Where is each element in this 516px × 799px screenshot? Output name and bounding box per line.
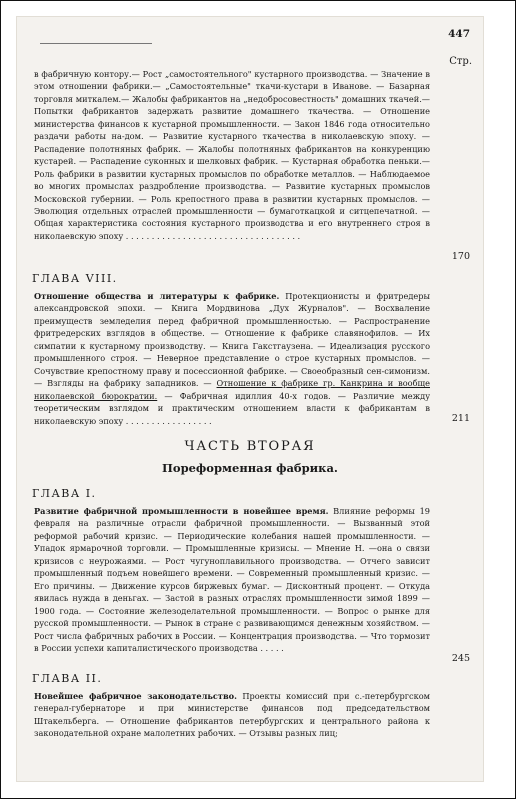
header-rule — [40, 43, 152, 44]
chapter-1-title: Развитие фабричной промышленности в новейшее время. — [34, 506, 329, 516]
chapter-2-heading: ГЛАВА II. — [32, 672, 103, 685]
intro-page-ref: 170 — [451, 251, 470, 262]
chapter-2-title: Новейшее фабричное законодательство. — [34, 691, 237, 701]
chapter-8-heading: ГЛАВА VIII. — [32, 272, 118, 285]
intro-entry: в фабричную контору.— Рост „самостоятельного" кустарного производства. — Значение в этом отношении фабрики.— „Самостоятельные" ткачи-кустари в Иванове. — Базарная торговля миткалем.— Жалобы фабрикантов на „недобросовестность" домашних ткачей.—Попытки фабрикантов задержать развитие домашнего ткачества. — Отношение министерства финансов к кустарной промышленности. — Закон 1846 года относительно раздачи работы на-дом. — Развитие кустарного ткачества в николаевскую эпоху. — Распадение полотняных фабрик. — Жалобы полотняных фабрикантов на конкуренцию кустарей. — Распадение суконных и шелковых фабрик. — Кустарная обработка пеньки.— Роль фабрики в развитии кустарных промыслов по обработке металлов. — Наблюдаемое во многих промыслах раздробление производства. — Развитие кустарных промыслов Московской губернии. — Роль крепостного права в развитии кустарных промыслов. — Эволюция отдельных отраслей промышленности — бумаготкацкой и ситцепечатной. — Общая характеристика состояния кустарного производства и его внутреннего строя в николаевскую эпоху . . . . . . . . . . . . . . . . . . . . . . . . . . . . . . . . . . — [34, 69, 430, 241]
book-page — [16, 16, 484, 782]
page-number: 447 — [448, 28, 470, 40]
chapter-1-entry: Развитие фабричной промышленности в новейшее время. Влияние реформы 19 февраля на различные отрасли фабричной промышленности. — Вызванный этой реформой рабочий кризис. — Периодические колебания нашей промышленности. — Упадок ярмарочной торговли. — Промышленные кризисы. — Мнение Н. —она о связи кризисов с неурожаями. — Рост чугуноплавильного производства. — Отчего зависит промышленный подъем новейшего времени. — Современный промышленный кризис. — Его причины. — Движение курсов биржевых бумаг. — Дисконтный процент. — Откуда явилась нужда в деньгах. — Застой в разных отраслях промышленности зимой 1899 — 1900 года. — Состояние железоделательной промышленности. — Вопрос о рынке для русской промышленности. — Рынок в стране с развивающимся денежным хозяйством. — Рост числа фабричных рабочих в России. — Концентрация производства. — Что тормозит в России успехи капиталистического производства . . . . . — [34, 506, 430, 653]
part-two-subtitle: Пореформенная фабрика. — [162, 461, 338, 475]
chapter-8-underlined-text: Отношение к фабрике гр. Канкрина и вообще николаевской бюрократии. — [34, 378, 430, 401]
part-two-heading: ЧАСТЬ ВТОРАЯ — [184, 439, 316, 454]
column-heading: Стр. — [449, 56, 472, 67]
chapter-8-entry: Отношение общества и литературы к фабрике. Протекционисты и фритредеры александровской эпохи. — Книга Мордвинова „Дух Журналов". — Восхваление преимуществ земледелия перед фабричной промышленностью. — Распространение фритредерских взглядов в обществе. — Отношение к фабрике славянофилов. — Их симпатии к кустарному производству. — Книга Гакстгаузена. — Идеализация русского промышленного строя. — Неверное представление о строе кустарных промыслов. — Сочувствие крепостному праву и посессионной фабрике. — Своеобразный сен-симонизм. — Взгляды на фабрику западников. — Отношение к фабрике гр. Канкрина и вообще николаевской бюрократии. — Фабричная идиллия 40-х годов. — Различие между теоретическим взглядом и практическим отношением власти к фабрикантам в николаевскую эпоху . . . . . . . . . . . . . . . . . — [34, 291, 431, 426]
chapter-2-entry — [34, 690, 430, 740]
chapter-8-title: Отношение общества и литературы к фабрике. — [34, 291, 280, 301]
chapter-8-text-end: — Фабричная идиллия 40-х годов. — Различие между теоретическим взглядом и практическим отношением власти к фабрикантам в николаевскую эпоху — [34, 390, 431, 426]
chapter-1-page-ref: 245 — [451, 653, 470, 664]
intro-text: в фабричную контору.— Рост „самостоятельного" кустарного производства. — Значение в этом отношении фабрики.— „Самостоятельные" ткачи-кустари в Иванове. — Базарная торговля миткалем.— Жалобы фабрикантов на „недобросовестность" домашних ткачей.—Попытки фабрикантов задержать развитие домашнего ткачества. — Отношение министерства финансов к кустарной промышленности. — Закон 1846 года относительно раздачи работы на-дом. — Развитие кустарного ткачества в николаевскую эпоху. — Распадение полотняных фабрик. — Жалобы полотняных фабрикантов на конкуренцию кустарей. — Распадение суконных и шелковых фабрик. — Кустарная обработка пеньки.— Роль фабрики в развитии кустарных промыслов по обработке металлов. — Наблюдаемое во многих промыслах раздробление производства. — Развитие кустарных промыслов Московской губернии. — Роль крепостного права в развитии кустарных промыслов. — Эволюция отдельных отраслей промышленности — бумаготкацкой и ситцепечатной. — Общая характеристика состояния кустарного производства и его внутреннего строя в николаевскую эпоху — [34, 69, 430, 241]
chapter-8-text: Протекционисты и фритредеры александровской эпохи. — Книга Мордвинова „Дух Журналов". — Восхваление преимуществ земледелия перед фабричной промышленностью. — Распространение фритредерских взглядов в обществе. — Отношение к фабрике славянофилов. — Их симпатии к кустарному производству. — Книга Гакстгаузена. — Идеализация русского промышленного строя. — Неверное представление о строе кустарных промыслов. — Сочувствие крепостному праву и посессионной фабрике. — Своеобразный сен-симонизм. — Взгляды на фабрику западников. — — [34, 291, 431, 389]
chapter-1-heading: ГЛАВА I. — [32, 487, 97, 500]
chapter-2-text: Проекты комиссий при с.-петербургском генерал-губернаторе и при министерстве финансов под председательством Штакельберга. — Отношение фабрикантов петербургских и центрального района к законодательной охране малолетних рабочих. — Отзывы разных лиц; — [34, 691, 431, 739]
chapter-8-page-ref: 211 — [451, 413, 470, 424]
chapter-1-text: Влияние реформы 19 февраля на различные отрасли фабричной промышленности. — Вызванный этой реформой рабочий кризис. — Периодические колебания нашей промышленности. — Упадок ярмарочной торговли. — Промышленные кризисы. — Мнение Н. —она о связи кризисов с неурожаями. — Рост чугуноплавильного производства. — Отчего зависит промышленный подъем новейшего времени. — Современный промышленный кризис. — Его причины. — Движение курсов биржевых бумаг. — Дисконтный процент. — Откуда явилась нужда в деньгах. — Застой в разных отраслях промышленности зимой 1899 — 1900 года. — Состояние железоделательной промышленности. — Вопрос о рынке для русской промышленности. — Рынок в стране с развивающимся денежным хозяйством. — Рост числа фабричных рабочих в России. — Концентрация производства. — Что тормозит в России успехи капиталистического производства — [34, 506, 430, 653]
